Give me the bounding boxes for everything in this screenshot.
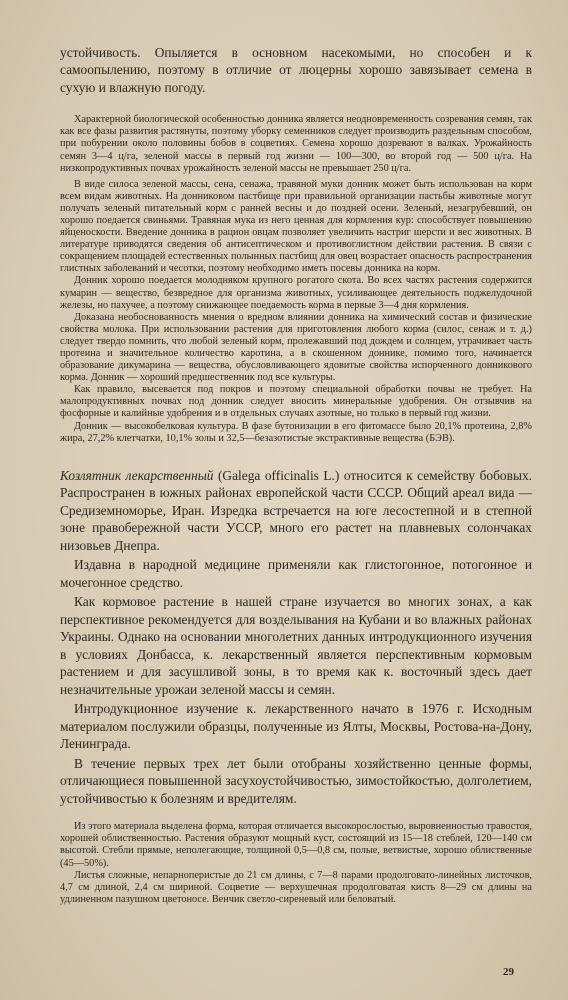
page-number: 29 <box>503 966 514 978</box>
small-paragraph-8: Листья сложные, непарноперистые до 21 см длины, с 7—8 парами продолговато-линейных листочков, 4,7 см длиной, 2,4 см шириной. Соцветие — верхушечная продолговатая кисть 8—29 см длины на удлиненном пазушном цветоносе. Венчик светло-сиреневый или беловатый. <box>60 869 532 905</box>
small-paragraph-6: Донник — высокобелковая культура. В фазе бутонизации в его фитомассе было 20,1% протеина, 2,8% жира, 27,2% клетчатки, 10,1% золы и 32,5—безазотистые экстрактивные вещества (БЭВ). <box>60 420 532 444</box>
small-text-block-2 <box>60 821 532 906</box>
small-text-block-1 <box>60 114 532 445</box>
small-paragraph-3: Донник хорошо поедается молодняком крупного рогатого скота. Во всех частях растения содержится кумарин — вещество, безвредное для организма животных, усиливающее деятельность поджелудочной железы, но пахучее, а поэтому снижающее поедаемость корма в первые 3—4 дня кормления. <box>60 275 532 311</box>
main-text-block <box>60 467 532 808</box>
section-intro-paragraph <box>60 467 532 555</box>
small-paragraph-1: Характерной биологической особенностью донника является неодновременность созревания семян, так как все фазы развития растянуты, поэтому уборку семенников следует производить раздельным способом, при побурении около половины бобов в соцветиях. Семена хорошо дозревают в валках. Урожайность семян 3—4 ц/га, зеленой массы в первый год жизни — 100—300, во второй год — 500 ц/га. На низкопродуктивных почвах урожайность зеленой массы не превышает 250 ц/га. <box>60 114 532 174</box>
top-text-block <box>60 44 532 96</box>
small-paragraph-7: Из этого материала выделена форма, которая отличается высокорослостью, выровненностью травостоя, хорошей облиственностью. Растения образуют мощный куст, состоящий из 15—18 стеблей, 120—140 см высотой. Стебли прямые, неполегающие, толщиной 0,5—0,8 см, полые, ветвистые, хорошо облиственные (45—50%). <box>60 821 532 869</box>
small-paragraph-5: Как правило, высевается под покров и поэтому специальной обработки почвы не требует. На малопродуктивных почвах под донник следует вносить минеральные удобрения. Он отзывчив на фосфорные и калийные удобрения и в отдельных случаях азотные, но только в первый год жизни. <box>60 384 532 420</box>
small-paragraph-2: В виде силоса зеленой массы, сена, сенажа, травяной муки донник может быть использован на корм всем видам животных. На донниковом пастбище при правильной организации пастьбы животные могут получать зеленый питательный корм с ранней весны и до поздней осени. Зеленый, незагрубевший, он хорошо поедается свиньями. Травяная мука из него ценная для кормления кур: способствует повышению яйценоскости. Введение донника в рацион овцам позволяет увеличить настриг шерсти и вес животных. В литературе приводятся сведения об антисептическом и противоглистном действии растения. В связи с сокращением площадей естественных полынных пастбищ для овец возрастает опасность распространения глистных заболеваний и чесотки, поэтому необходимо иметь посевы донника на корм. <box>60 178 532 275</box>
section-title: Козлятник лекарственный <box>60 467 214 483</box>
top-paragraph: устойчивость. Опыляется в основном насекомыми, но способен и к самоопылению, поэтому в отличие от люцерны хорошо завязывает семена в сухую и влажную погоду. <box>60 45 532 95</box>
section-intro-text: (Galega officinalis L.) относится к семейству бобовых. Распространен в южных районах европейской части СССР. Общий ареал вида — Средиземноморье, Иран. Изредка встречается на юге лесостепной и в степной зоне правобережной части УССР, много его растет на плавневых солончаках низовьев Днепра. <box>60 467 532 553</box>
small-paragraph-4: Доказана необоснованность мнения о вредном влиянии донника на химический состав и физические свойства молока. При использовании растения для приготовления любого корма (силос, сенаж и т. д.) следует твердо помнить, что любой зеленый корм, пролежавший под дождем и солнцем, утрачивает часть протеина и значительное количество каротина, а в скошенном доннике, помимо того, начинается образование дикумарина — вещества, обусловливающего ядовитые свойства испорченного донникового корма. Донник — хороший предшественник под все культуры. <box>60 311 532 384</box>
main-paragraph-2: Как кормовое растение в нашей стране изучается во многих зонах, а как перспективное рекомендуется для возделывания на Кубани и во влажных районах Украины. Однако на основании многолетних данных интродукционного изучения в условиях Донбасса, к. лекарственный является перспективным кормовым растением и для засушливой зоны, в то время как к. восточный здесь дает незначительные урожаи зеленой массы и семян. <box>60 594 532 697</box>
main-paragraph-4: В течение первых трех лет были отобраны хозяйственно ценные формы, отличающиеся повышенной засухоустойчивостью, зимостойкостью, долголетием, устойчивостью к болезням и вредителям. <box>60 755 532 806</box>
main-paragraph-1: Издавна в народной медицине применяли как глистогонное, потогонное и мочегонное средство. <box>60 557 532 590</box>
main-paragraph-3: Интродукционное изучение к. лекарственного начато в 1976 г. Исходным материалом послужили образцы, полученные из Ялты, Москвы, Ростова-на-Дону, Ленинграда. <box>60 701 532 752</box>
